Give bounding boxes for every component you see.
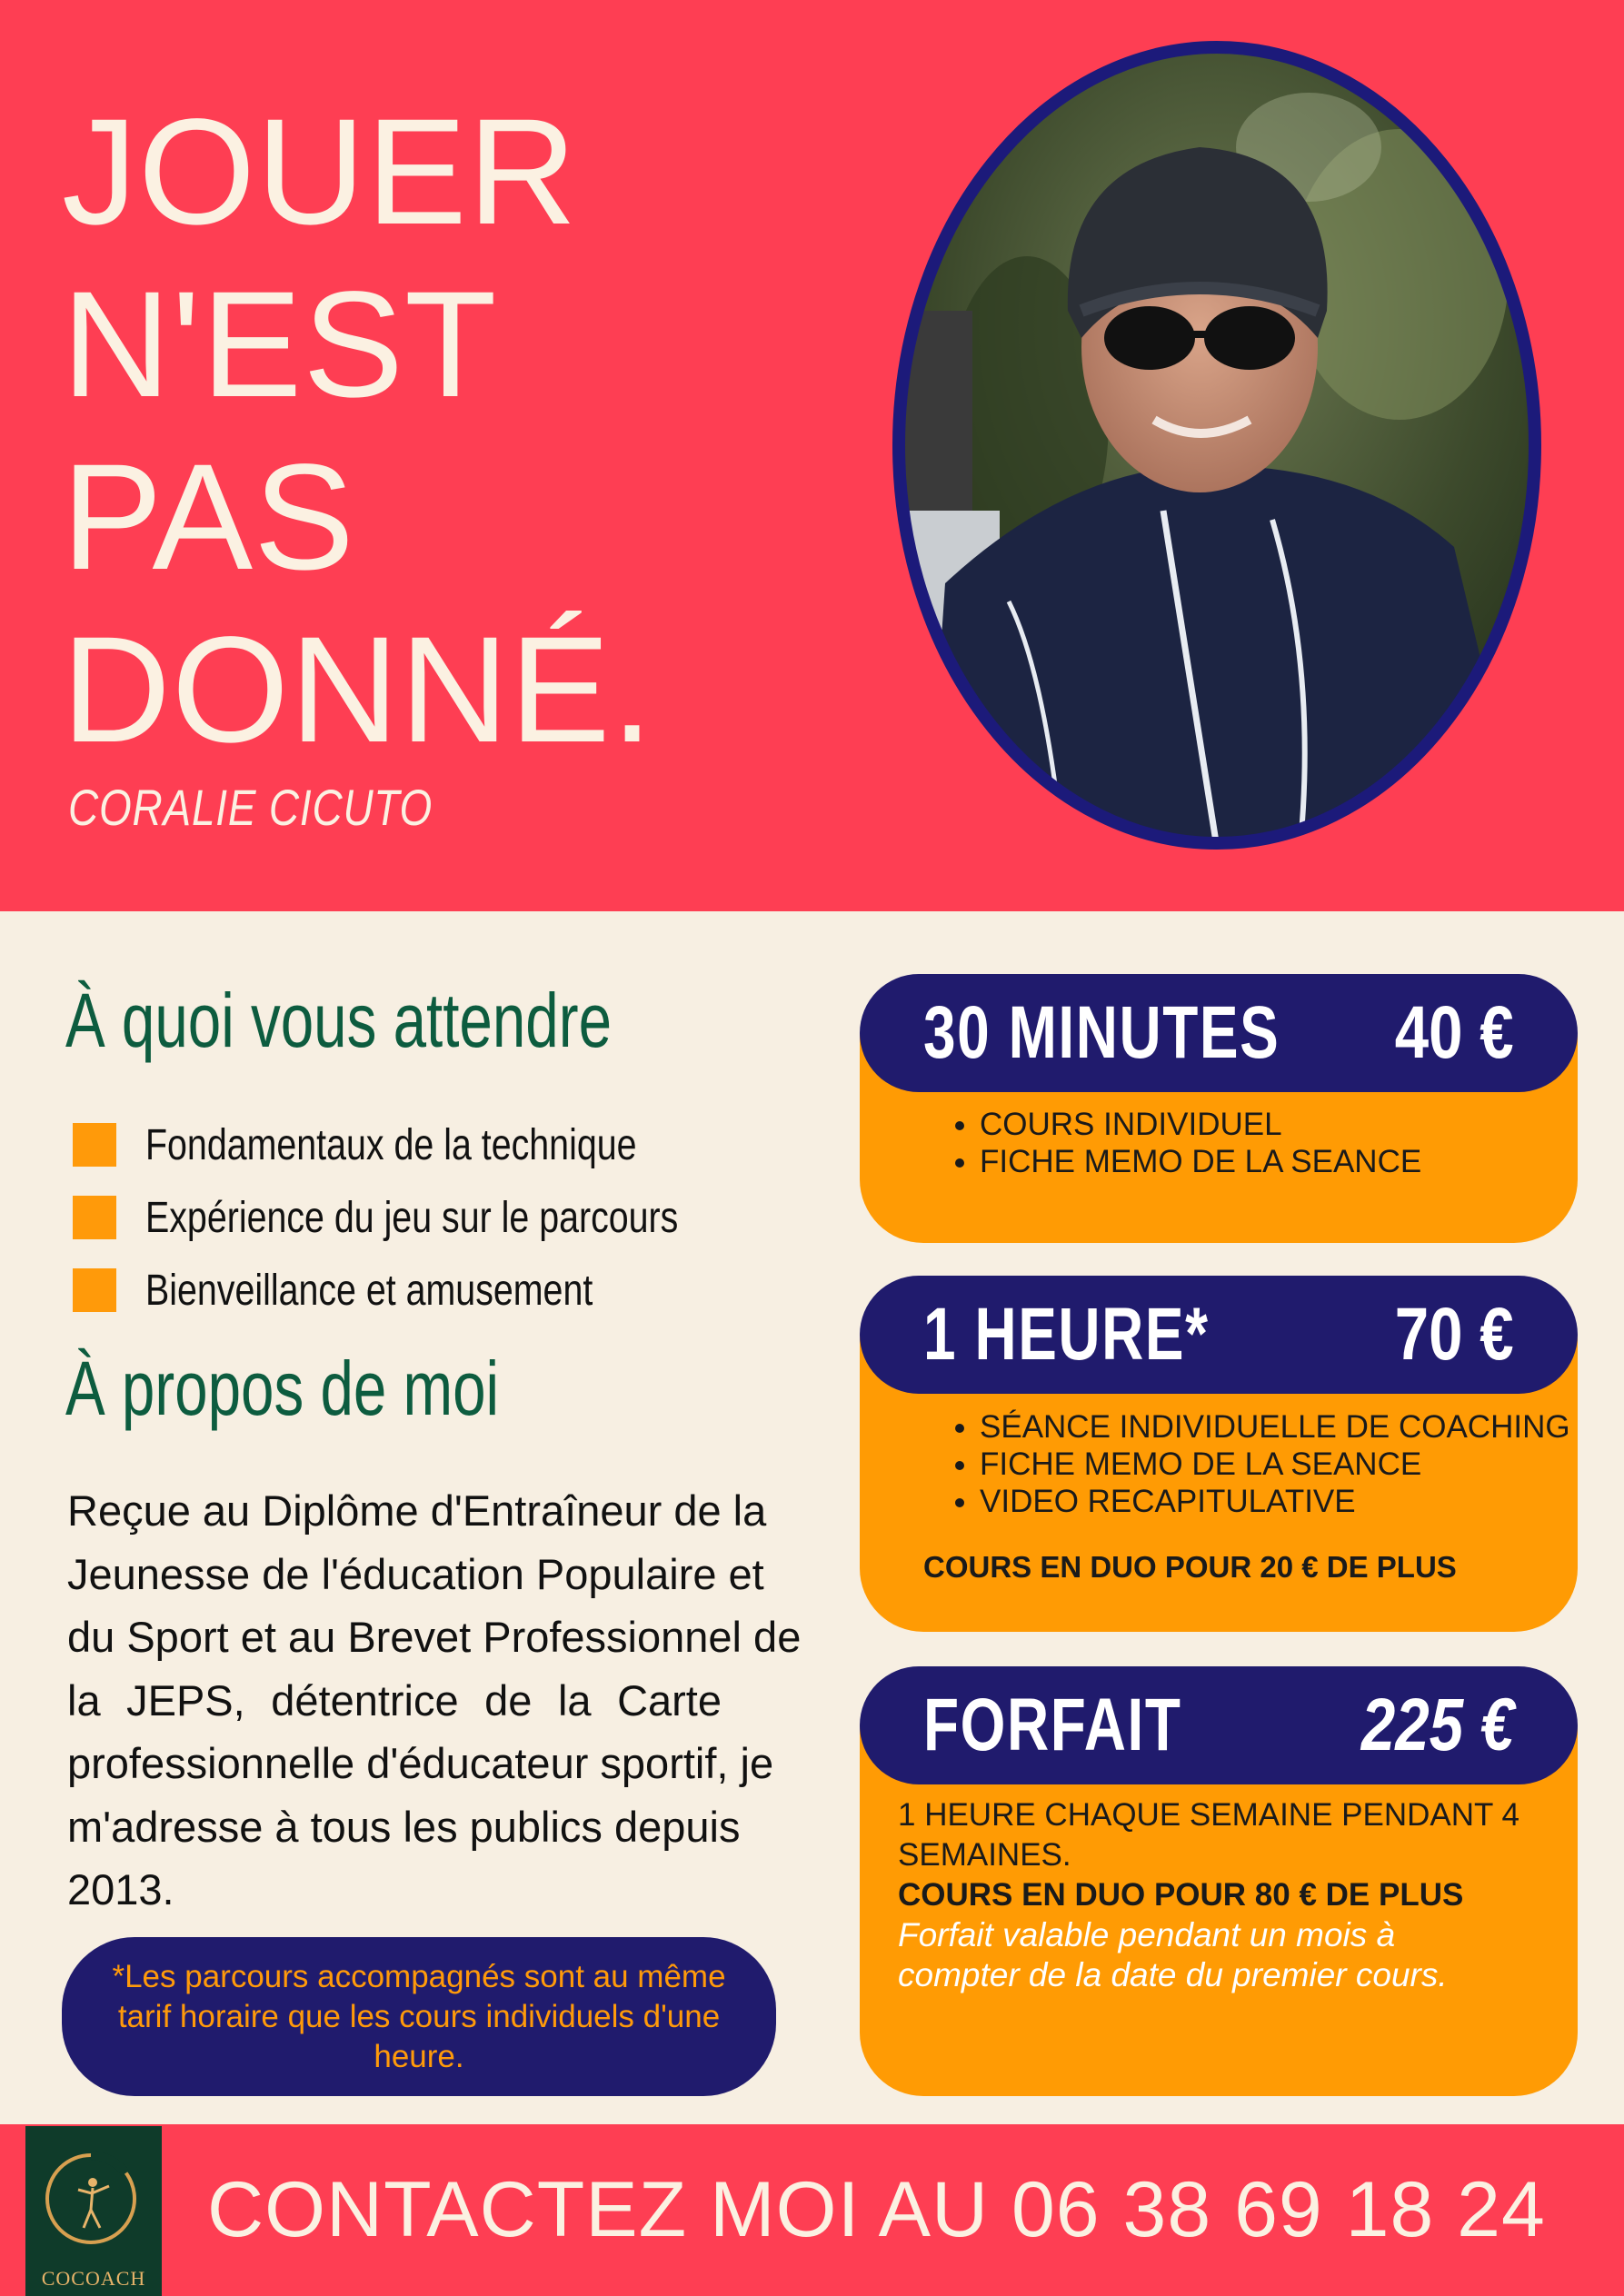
cocoach-logo bbox=[25, 2126, 162, 2296]
offer-card-1hour bbox=[860, 1276, 1578, 1632]
headline-line: JOUER bbox=[62, 88, 578, 256]
headline-line: PAS bbox=[62, 433, 355, 601]
bio-line: Jeunesse de l'éducation Populaire et bbox=[67, 1549, 764, 1598]
offer-card-30min bbox=[860, 974, 1578, 1243]
list-item: • SÉANCE INDIVIDUELLE DE COACHING bbox=[980, 1408, 1578, 1446]
offer-price: 70 € bbox=[1395, 1293, 1514, 1376]
offer-items bbox=[860, 1106, 1578, 1180]
pricing-note-text: *Les parcours accompagnés sont au même tarif horaire que les cours individuels d'une heure. bbox=[112, 1958, 726, 2074]
offer-header bbox=[860, 1666, 1578, 1784]
offer-header bbox=[860, 974, 1578, 1092]
bio-line: professionnelle d'éducateur sportif, je bbox=[67, 1739, 774, 1787]
pricing-note bbox=[62, 1937, 776, 2096]
about-bio bbox=[67, 1479, 802, 1915]
list-item bbox=[73, 1108, 763, 1181]
headline bbox=[62, 86, 880, 777]
feature-text: Bienveillance et amusement bbox=[145, 1266, 593, 1315]
orange-square-bullet-icon bbox=[73, 1268, 116, 1312]
offer-price: 40 € bbox=[1395, 991, 1514, 1074]
duo-supplement: COURS EN DUO POUR 80 € DE PLUS bbox=[898, 1877, 1464, 1913]
list-item bbox=[73, 1254, 763, 1327]
offer-card-package bbox=[860, 1666, 1578, 2096]
author-name: CORALIE CICUTO bbox=[68, 779, 433, 836]
offer-title: 1 HEURE* bbox=[923, 1293, 1210, 1376]
feature-text: Fondamentaux de la technique bbox=[145, 1120, 637, 1169]
offer-description: 1 HEURE CHAQUE SEMAINE PENDANT 4 SEMAINES. bbox=[898, 1797, 1519, 1873]
bio-line: 2013. bbox=[67, 1865, 174, 1913]
offer-items bbox=[860, 1408, 1578, 1520]
section-title-expect: À quoi vous attendre bbox=[65, 978, 613, 1063]
headline-line: N'EST bbox=[62, 261, 498, 429]
list-item: • VIDEO RECAPITULATIVE bbox=[980, 1483, 1578, 1520]
section-title-about: À propos de moi bbox=[65, 1346, 500, 1431]
logo-text: COCOACH bbox=[41, 2267, 146, 2290]
bio-line: m'adresse à tous les publics depuis bbox=[67, 1802, 741, 1851]
list-item: • FICHE MEMO DE LA SEANCE bbox=[980, 1143, 1578, 1180]
feature-text: Expérience du jeu sur le parcours bbox=[145, 1193, 679, 1242]
offer-body bbox=[860, 1784, 1578, 1995]
coach-portrait-photo bbox=[891, 38, 1543, 853]
duo-supplement: COURS EN DUO POUR 20 € DE PLUS bbox=[923, 1550, 1457, 1584]
bio-line: Reçue au Diplôme d'Entraîneur de la bbox=[67, 1486, 767, 1535]
bio-line: du Sport et au Brevet Professionnel de bbox=[67, 1613, 802, 1661]
offer-title: 30 MINUTES bbox=[923, 991, 1280, 1074]
list-item: • FICHE MEMO DE LA SEANCE bbox=[980, 1446, 1578, 1483]
headline-line: DONNÉ. bbox=[62, 606, 654, 774]
list-item bbox=[73, 1181, 763, 1254]
offer-price: 225 € bbox=[1360, 1684, 1514, 1766]
bio-line: la JEPS, détentrice de la Carte bbox=[67, 1675, 722, 1724]
list-item: • COURS INDIVIDUEL bbox=[980, 1106, 1578, 1143]
offer-validity: Forfait valable pendant un mois à compter de la date du premier cours. bbox=[898, 1916, 1448, 1993]
contact-phone[interactable]: CONTACTEZ MOI AU 06 38 69 18 24 bbox=[207, 2166, 1546, 2253]
orange-square-bullet-icon bbox=[73, 1196, 116, 1239]
golfer-logo-icon bbox=[25, 2126, 162, 2262]
feature-list bbox=[73, 1108, 763, 1327]
offer-header bbox=[860, 1276, 1578, 1394]
orange-square-bullet-icon bbox=[73, 1123, 116, 1167]
offer-title: FORFAIT bbox=[923, 1684, 1182, 1766]
